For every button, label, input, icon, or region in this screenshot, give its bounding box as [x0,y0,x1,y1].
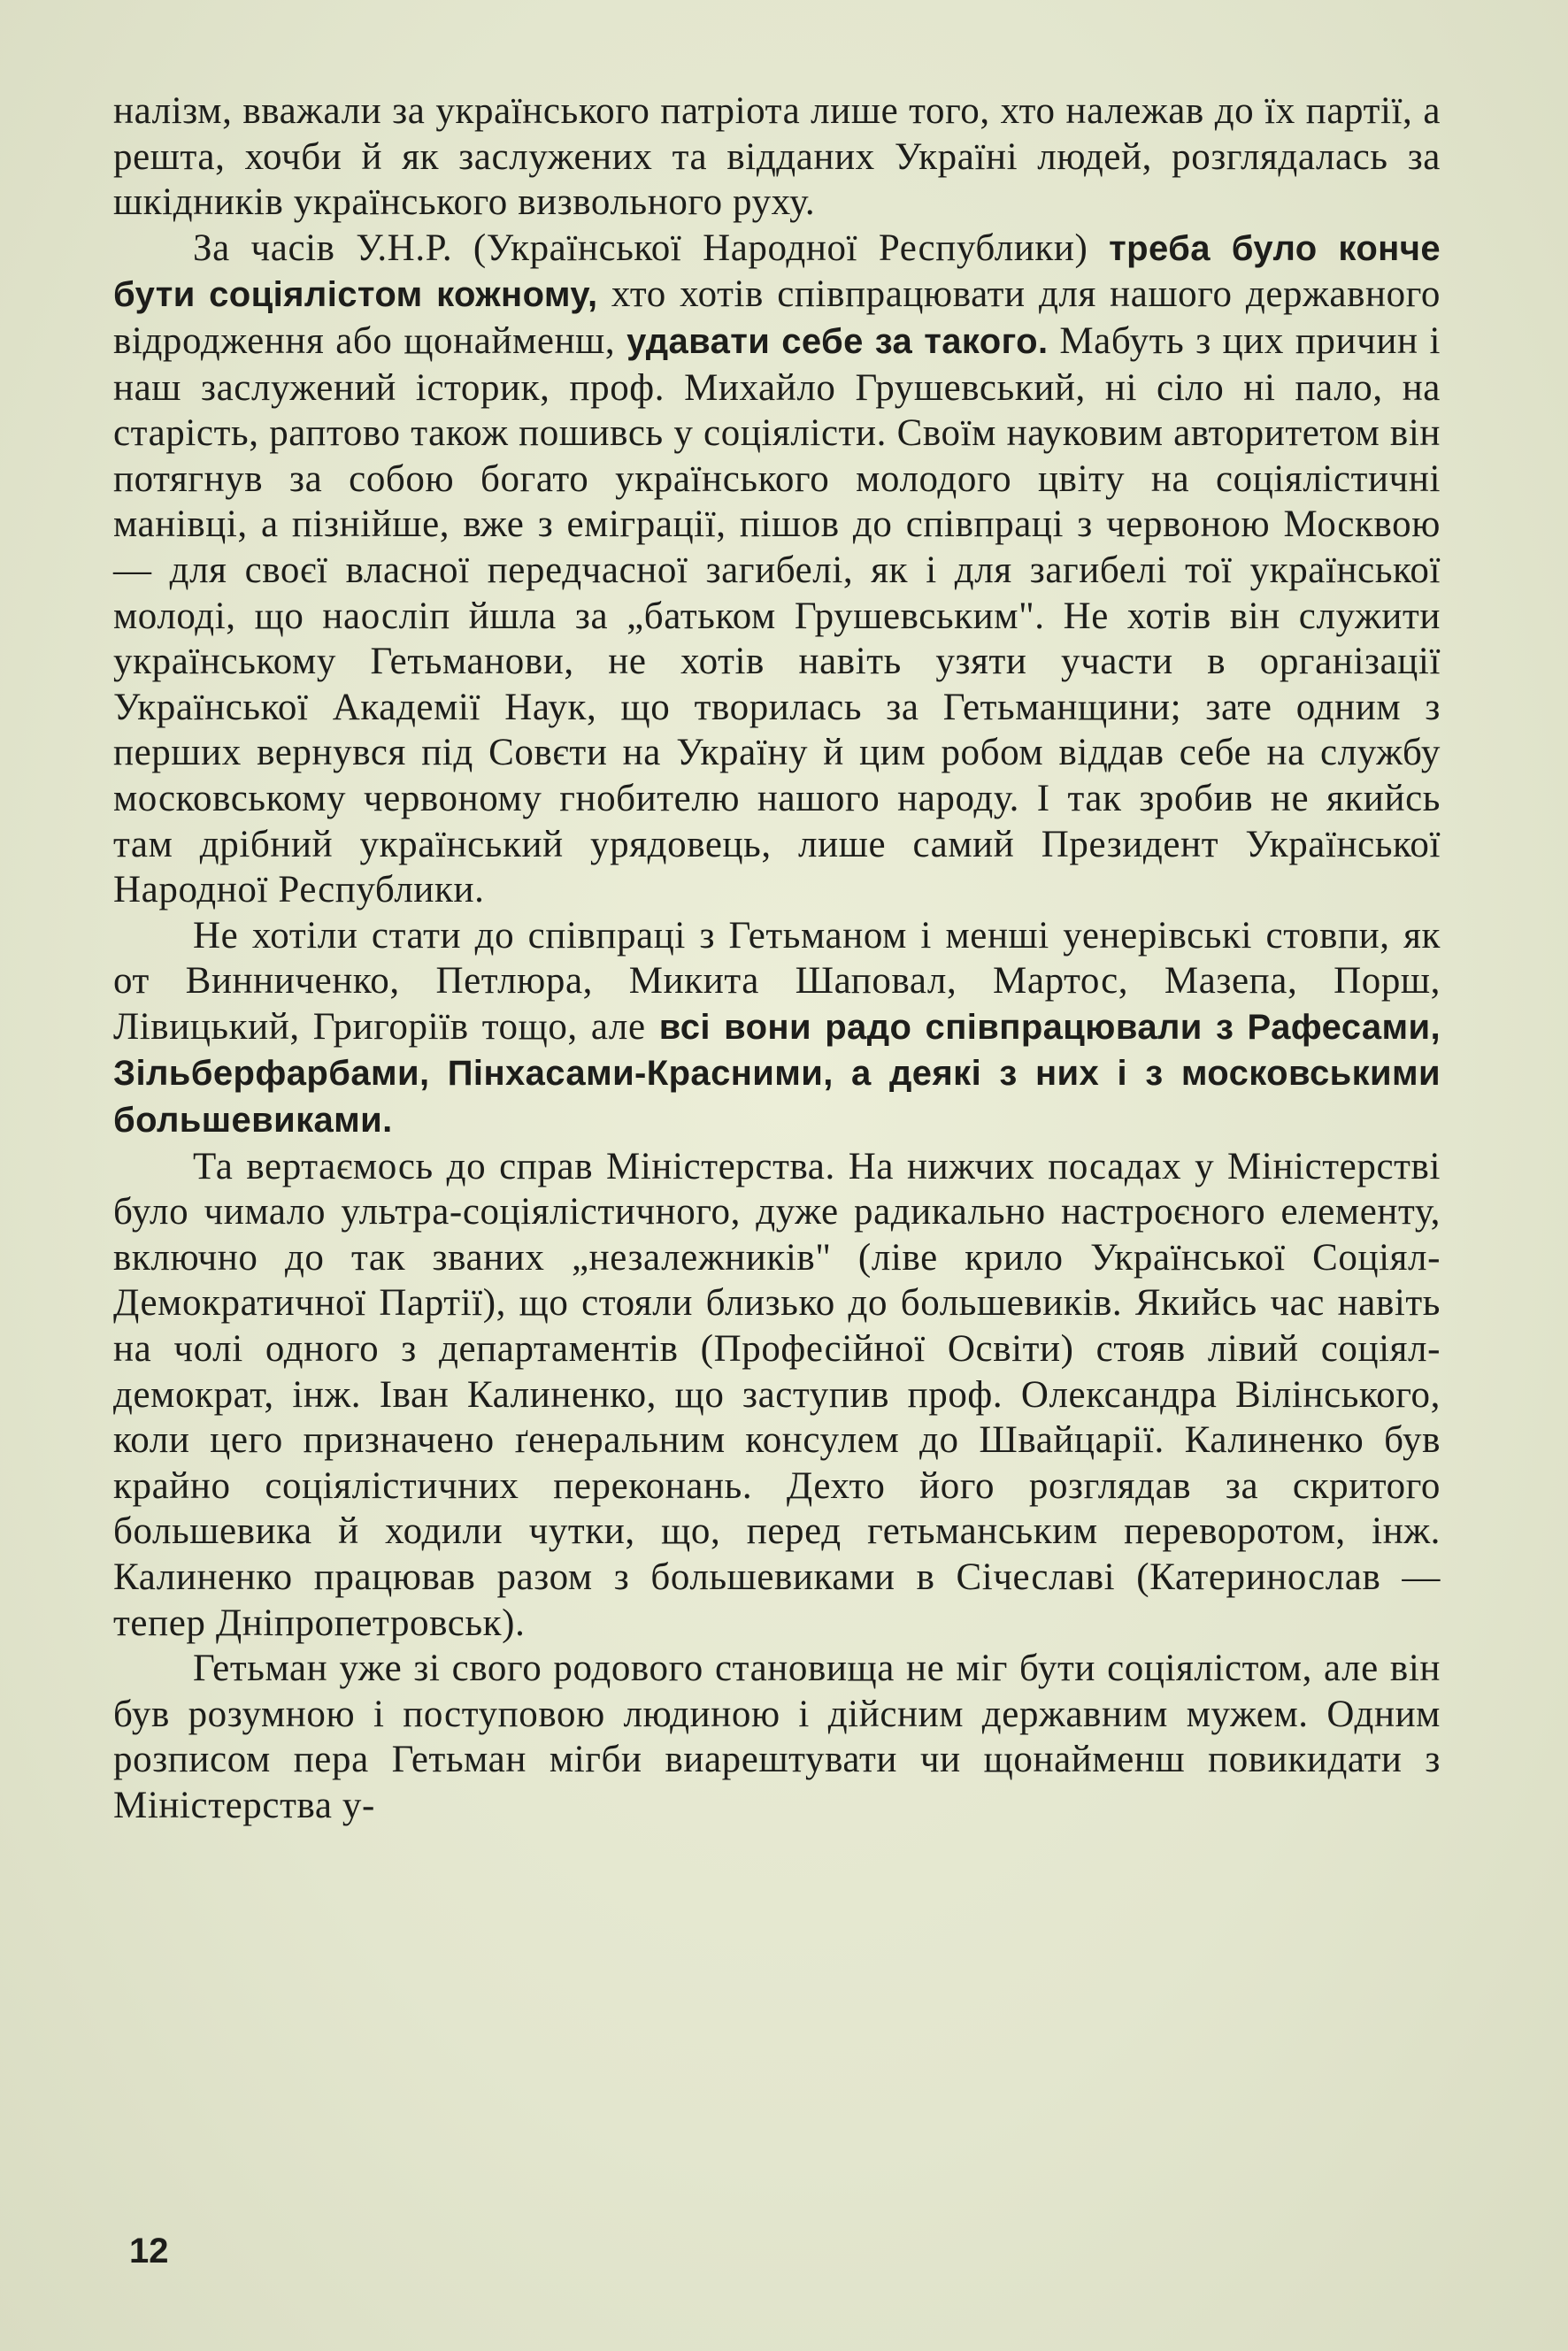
text-segment: хто хотів співпрацювати для нашого державного відродження або щонайменш, [113,273,1441,362]
bold-text-segment: удавати себе за такого. [626,321,1049,361]
paragraph [113,226,1441,913]
text-segment: Гетьман уже зі свого родового становища не міг бути соціялістом, але він був розумною і поступовою людиною і дійсним державним мужем. Одним розписом пера Гетьман мігби виарештувати чи щонайменш повикидати з Міністерства у- [113,1648,1441,1826]
paragraph [113,913,1441,1144]
text-segment: Не хотіли стати до співпраці з Гетьманом і менші уенерівські стовпи, як от Винниченко, Петлюра, Микита Шаповал, Мартос, Мазепа, Порш, Лівицький, Григоріїв тощо, але [113,914,1441,1048]
text-segment: налізм, вважали за українського патріота лише того, хто належав до їх партії, а решта, хочби й як заслужених та відданих Україні людей, розглядалась за шкідників українського визвольного руху. [113,90,1441,224]
paragraph [113,88,1441,226]
text-segment: За часів У.Н.Р. (Української Народної Республики) [193,227,1110,269]
body-text [113,88,1441,1829]
paragraph [113,1144,1441,1647]
text-segment: Мабуть з цих причин і наш заслужений історик, проф. Михайло Грушевський, ні сіло ні пало, на старість, раптово також пошивсь у соціялісти. Своїм науковим авторитетом він потягнув за собою богато українського молодого цвіту на соціялістичні манівці, а пізнійше, вже з еміграції, пішов до співпраці з червоною Москвою — для своєї власної передчасної загибелі, як і для загибелі тої української молоді, що наосліп йшла за „батьком Грушевським". Не хотів він служити українському Гетьманови, не хотів навіть узяти участи в організації Української Академії Наук, що творилась за Гетьманщини; зате одним з перших вернувся під Совєти на Україну й цим робом віддав себе на службу московському червоному гнобителю нашого народу. І так зробив не якийсь там дрібний український урядовець, лише самий Президент Української Народної Республики. [113,319,1441,911]
page-number: 12 [129,2232,169,2270]
bold-text-segment: всі вони радо співпрацювали з Рафесами, Зільберфарбами, Пінхасами-Красними, а деякі з них і з московськими большевиками. [113,1007,1441,1141]
paragraph [113,1646,1441,1828]
bold-text-segment: треба було конче бути соціялістом кожному, [113,228,1441,315]
text-segment: Та вертаємось до справ Міністерства. На нижчих посадах у Міністерстві було чимало ультра-соціялістичного, дуже радикально настроєного елементу, включно до так званих „незалежників" (ліве крило Української Соціял-Демократичної Партії), що стояли близько до большевиків. Якийсь час навіть на чолі одного з департаментів (Професійної Освіти) стояв лівий соціял-демократ, інж. Іван Калиненко, що заступив проф. Олександра Вілінського, коли цего призначено ґенеральним консулем до Швайцарії. Калиненко був крайно соціялістичних переконань. Дехто його розглядав за скритого большевика й ходили чутки, що, перед гетьманським переворотом, інж. Калиненко працював разом з большевиками в Січеславі (Катеринослав — тепер Дніпропетровськ). [113,1145,1441,1644]
